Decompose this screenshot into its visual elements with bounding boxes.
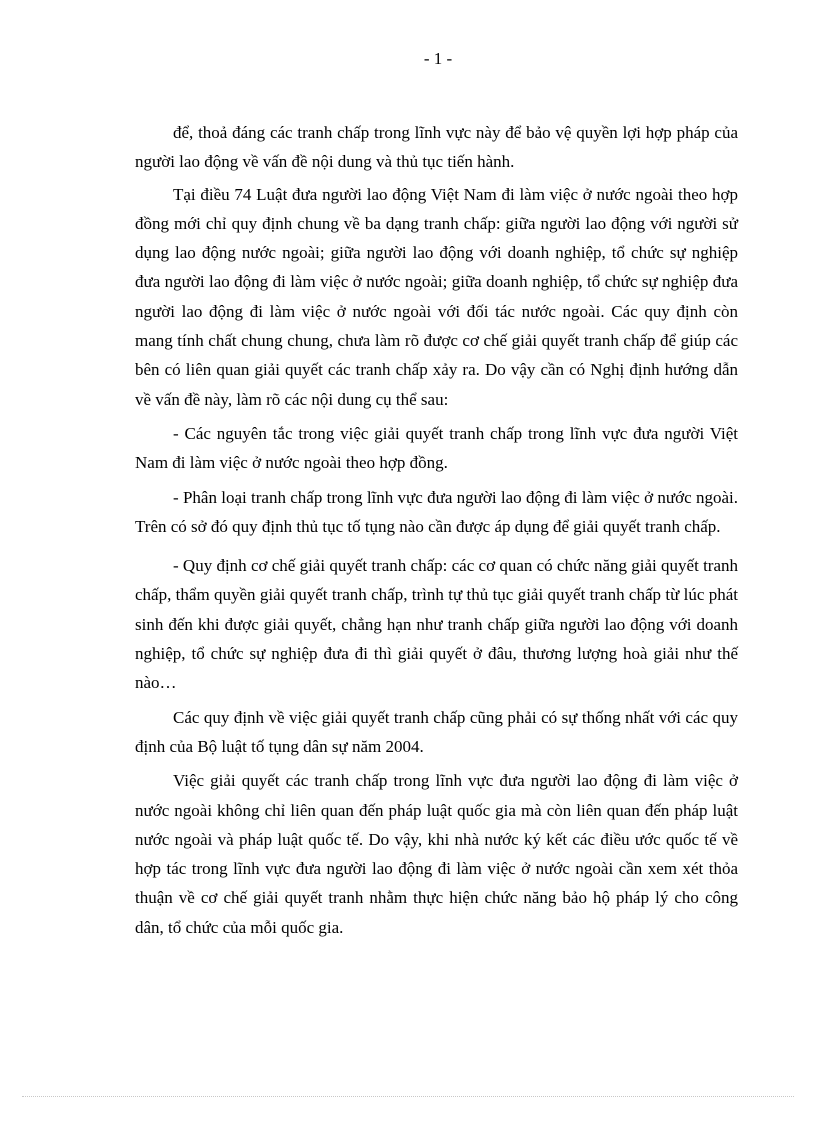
document-body <box>135 118 738 947</box>
paragraph-intro-continuation: để, thoả đáng các tranh chấp trong lĩnh vực này để bảo vệ quyền lợi hợp pháp của người lao động về vấn đề nội dung và thủ tục tiến hành. <box>135 123 738 172</box>
paragraph-article-74: Tại điều 74 Luật đưa người lao động Việt Nam đi làm việc ở nước ngoài theo hợp đồng mới chỉ quy định chung về ba dạng tranh chấp: giữa người lao động với người sử dụng lao động nước ngoài; giữa người lao động với doanh nghiệp, tổ chức sự nghiệp đưa người lao động đi làm việc ở nước ngoài; giữa doanh nghiệp, tổ chức sự nghiệp đưa người lao động đi làm việc ở nước ngoài với đối tác nước ngoài. Các quy định còn mang tính chất chung chung, chưa làm rõ được cơ chế giải quyết tranh chấp để giúp các bên có liên quan giải quyết các tranh chấp xảy ra. Do vậy cần có Nghị định hướng dẫn về vấn đề này, làm rõ các nội dung cụ thể sau: <box>135 184 738 409</box>
bullet-principles: - Các nguyên tắc trong việc giải quyết tranh chấp trong lĩnh vực đưa người Việt Nam đi làm việc ở nước ngoài theo hợp đồng. <box>135 423 738 473</box>
bullet-classification: - Phân loại tranh chấp trong lĩnh vực đưa người lao động đi làm việc ở nước ngoài. Trên có sở đó quy định thủ tục tố tụng nào cần được áp dụng để giải quyết tranh chấp. <box>135 487 738 536</box>
page-number: - 1 - <box>423 49 453 68</box>
paragraph-civil-procedure: Các quy định về việc giải quyết tranh chấp cũng phải có sự thống nhất với các quy định của Bộ luật tố tụng dân sự năm 2004. <box>135 707 738 756</box>
bullet-mechanism: - Quy định cơ chế giải quyết tranh chấp: các cơ quan có chức năng giải quyết tranh chấp, thẩm quyền giải quyết tranh chấp, trình tự thủ tục giải quyết tranh chấp từ lúc phát sinh đến khi được giải quyết, chẳng hạn như tranh chấp giữa người lao động với doanh nghiệp, tổ chức sự nghiệp đưa đi thì giải quyết ở đâu, thương lượng hoà giải như thế nào… <box>135 556 738 693</box>
footer-divider <box>22 1096 794 1097</box>
paragraph-international-law: Việc giải quyết các tranh chấp trong lĩnh vực đưa người lao động đi làm việc ở nước ngoài không chỉ liên quan đến pháp luật quốc gia mà còn liên quan đến pháp luật nước ngoài và pháp luật quốc tế. Do vậy, khi nhà nước ký kết các điều ước quốc tế về hợp tác trong lĩnh vực đưa người lao động đi làm việc ở nước ngoài cần xem xét thỏa thuận về cơ chế giải quyết tranh nhằm thực hiện chức năng bảo hộ pháp lý cho công dân, tổ chức của mỗi quốc gia. <box>135 771 738 937</box>
